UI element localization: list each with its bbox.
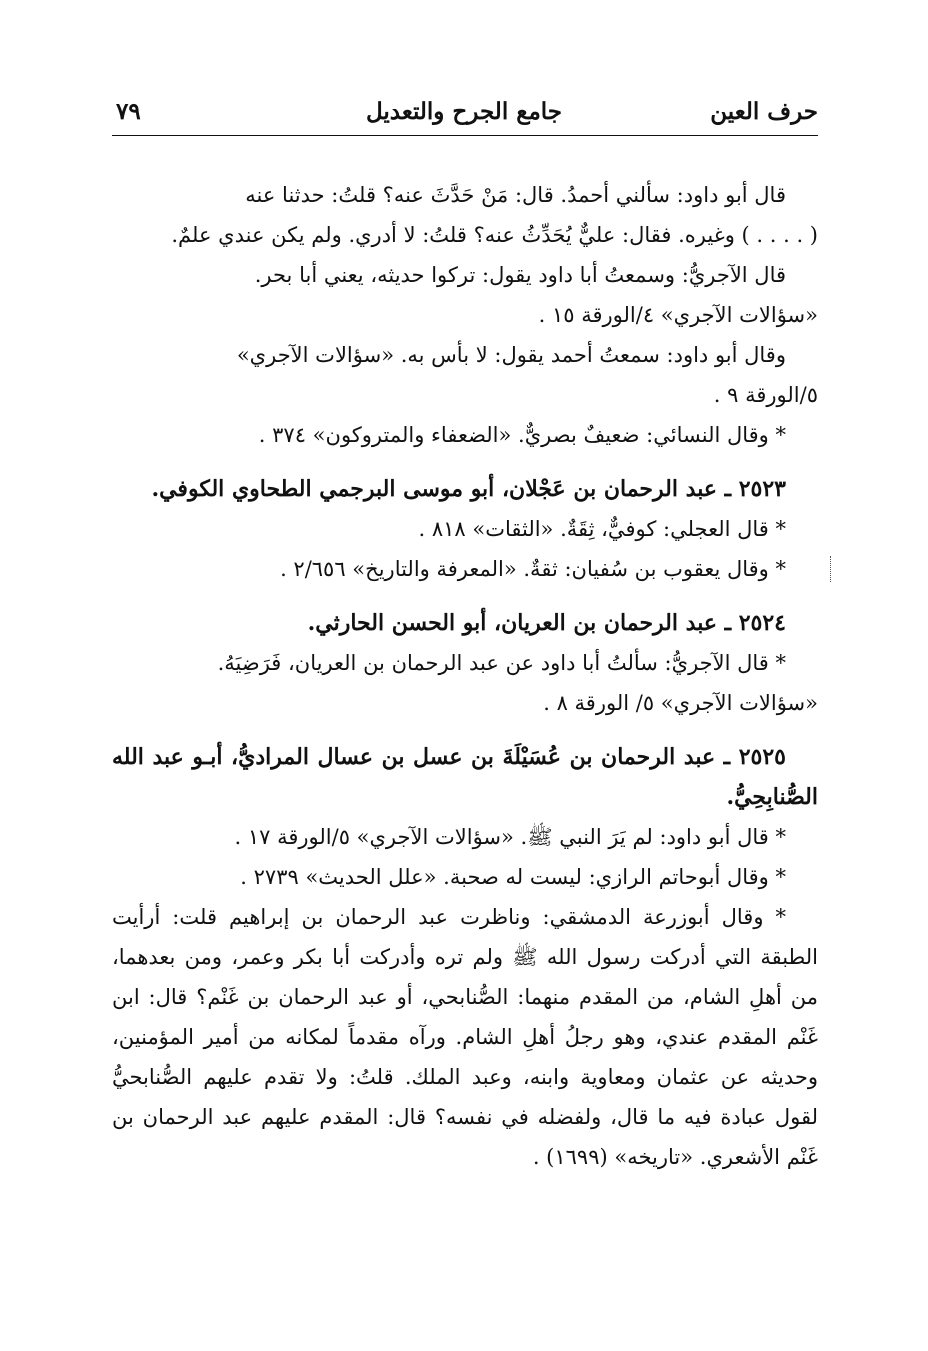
page-body: [112, 175, 818, 1177]
text-line: * قال الآجريُّ: سألتُ أبا داود عن عبد الرحمان بن العريان، فَرَضِيَهُ.: [217, 651, 786, 675]
text-line: * قال العجلي: كوفيٌّ، ثِقَةٌ. «الثقات» ٨١٨ .: [418, 517, 786, 541]
page-number: ٧٩: [116, 98, 141, 125]
text-line: وقال أبو داود: سمعتُ أحمد يقول: لا بأس به. «سؤالات الآجري»: [236, 343, 786, 367]
spacer: [112, 589, 818, 603]
citation-line: ٥/الورقة ٩ .: [713, 383, 818, 407]
margin-mark: [830, 556, 831, 582]
text-line: * وقال يعقوب بن سُفيان: ثقةٌ. «المعرفة والتاريخ» ٢/٦٥٦ .: [280, 557, 786, 581]
spacer: [112, 723, 818, 737]
text-line: قال أبو داود: سألني أحمدُ. قال: مَنْ حَدَّثَ عنه؟ قلتُ: حدثنا عنه: [245, 183, 786, 207]
citation-line: «سؤالات الآجري» ٥/ الورقة ٨ .: [543, 691, 818, 715]
entry-title-2524: ٢٥٢٤ ـ عبد الرحمان بن العريان، أبو الحسن الحارثي.: [307, 610, 786, 636]
text-line: * قال أبو داود: لم يَرَ النبي ﷺ. «سؤالات الآجري» ٥/الورقة ١٧ .: [234, 825, 786, 849]
text-line: * وقال أبوحاتم الرازي: ليست له صحبة. «علل الحديث» ٢٧٣٩ .: [240, 865, 786, 889]
running-header-section: حرف العين: [710, 98, 818, 125]
entry-title-2523: ٢٥٢٣ ـ عبد الرحمان بن عَجْلان، أبو موسى البرجمي الطحاوي الكوفي.: [151, 476, 786, 502]
text-paragraph: * وقال أبوزرعة الدمشقي: وناظرت عبد الرحمان بن إبراهيم قلت: أرأيت الطبقة التي أدركت رسول الله ﷺ ولم تره وأدركت أبا بكر وعمر، ومن بعدهما، من أهلِ الشام، من المقدم منهما: الصُّنابحي، أو عبد الرحمان بن غَنْم؟ قال: ابن غَنْم المقدم عندي، وهو رجلُ أهلِ الشام. ورآه مقدماً لمكانه من أمير المؤمنين، وحديثه عن عثمان ومعاوية وابنه، وعبد الملك. قلتُ: ولا تقدم عليهم الصُّنابحيُّ لقول عبادة فيه ما قال، ولفضله في نفسه؟ قال: المقدم عليهم عبد الرحمان بن غَنْم الأشعري. «تاريخه» (١٦٩٩) .: [112, 905, 818, 1169]
running-header-book-title: جامع الجرح والتعديل: [365, 98, 563, 125]
text-line: ( . . . . ) وغيره. فقال: عليٌّ يُحَدِّثُ عنه؟ قلتُ: لا أدري. ولم يكن عندي علمٌ.: [171, 223, 818, 247]
text-line: قال الآجريُّ: وسمعتُ أبا داود يقول: تركوا حديثه، يعني أبا بحر.: [254, 263, 786, 287]
text-line: * وقال النسائي: ضعيفٌ بصريٌّ. «الضعفاء والمتروكون» ٣٧٤ .: [258, 423, 786, 447]
header-rule: [112, 135, 818, 136]
entry-title-2525: ٢٥٢٥ ـ عبد الرحمان بن عُسَيْلَةَ بن عسل بن عسال المراديُّ، أبـو عبد الله الصُّنابِحِيُّ.: [112, 744, 818, 810]
citation-line: «سؤالات الآجري» ٤/الورقة ١٥ .: [538, 303, 818, 327]
spacer: [112, 455, 818, 469]
